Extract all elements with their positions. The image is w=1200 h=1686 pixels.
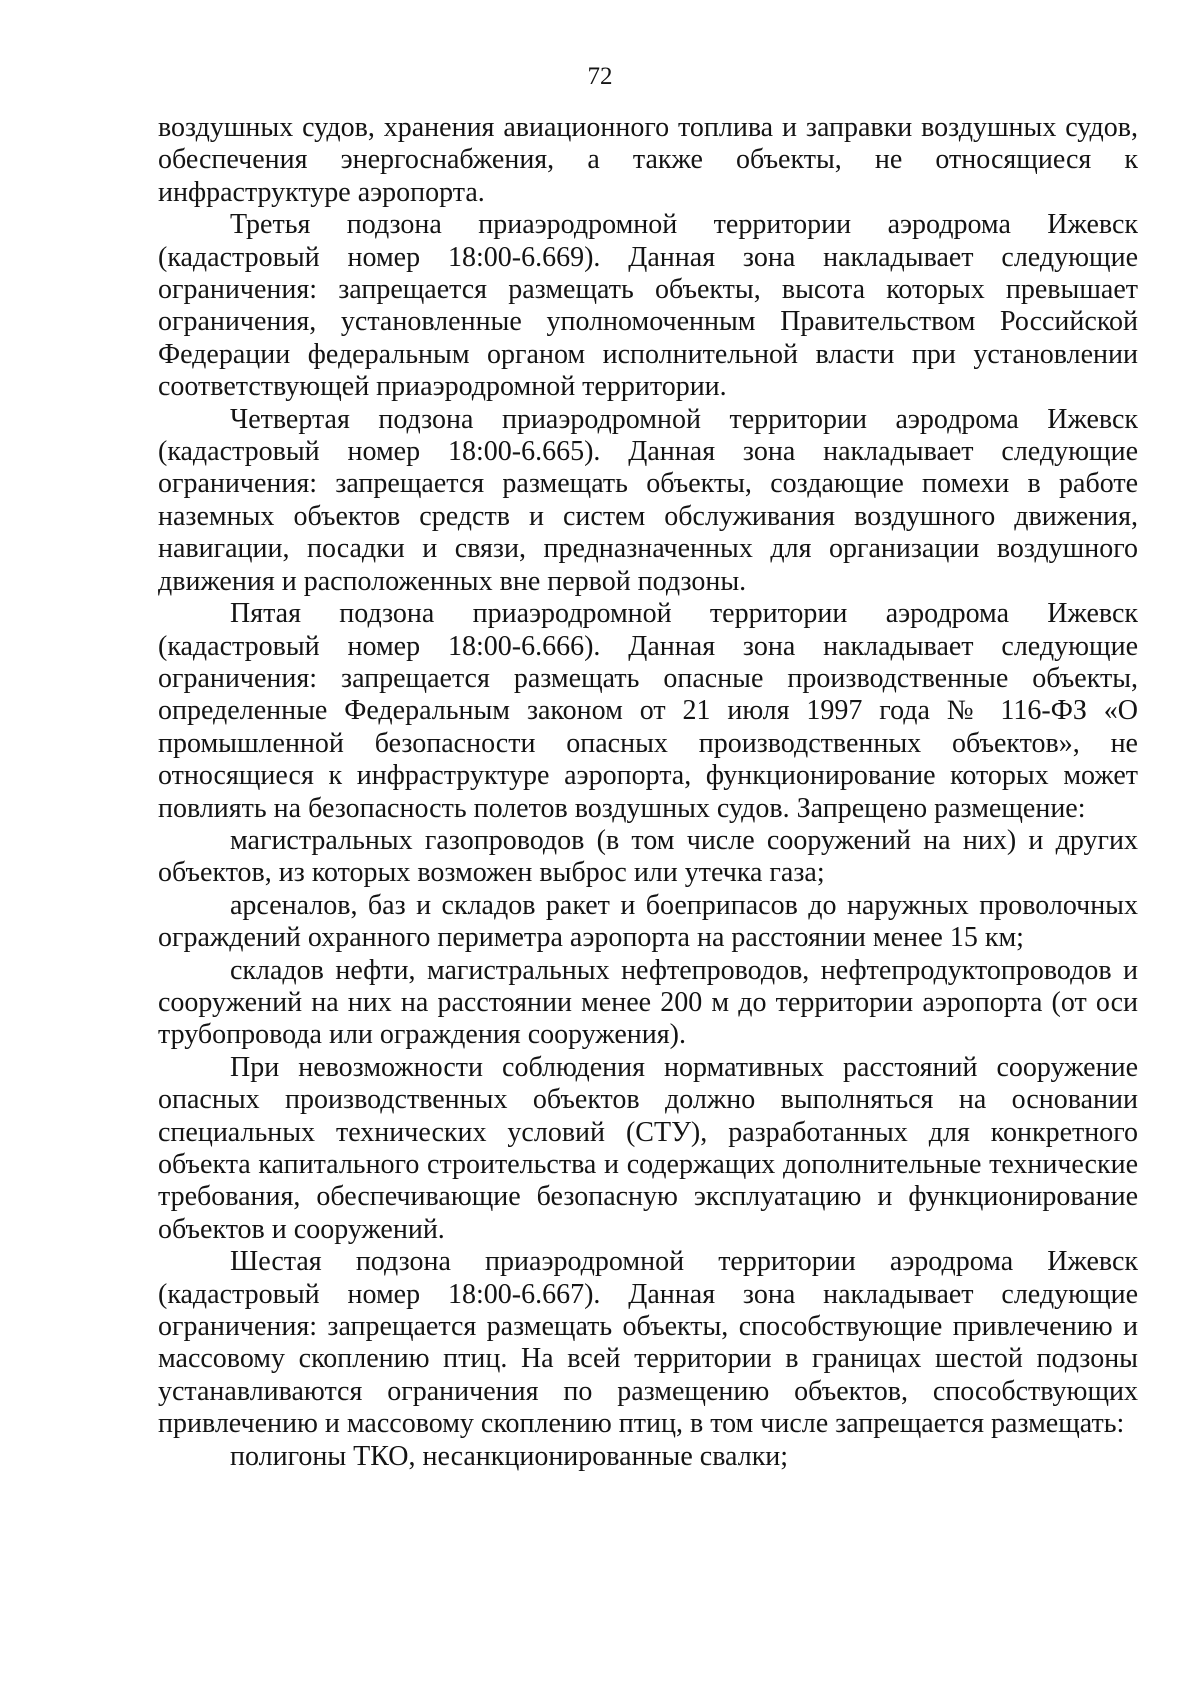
paragraph-special-conditions: При невозможности соблюдения нормативных расстояний сооружение опасных производственных объектов должно выполняться на основании специальных технических условий (СТУ), разработанных для конкретного объекта капитального строительства и содержащих дополнительные технические требования, обеспечивающие безопасную эксплуатацию и функционирование объектов и сооружений.: [158, 1051, 1138, 1245]
document-body: [158, 112, 1138, 1473]
list-item-oil-storage: складов нефти, магистральных нефтепроводов, нефтепродуктопроводов и сооружений на них на расстоянии менее 200 м до территории аэропорта (от оси трубопровода или ограждения сооружения).: [158, 954, 1138, 1051]
paragraph-third-subzone: Третья подзона приаэродромной территории аэродрома Ижевск (кадастровый номер 18:00-6.669). Данная зона накладывает следующие ограничения: запрещается размещать объекты, высота которых превышает ограничения, установленные уполномоченным Правительством Российской Федерации федеральным органом исполнительной власти при установлении соответствующей приаэродромной территории.: [158, 209, 1138, 403]
list-item-landfills: полигоны ТКО, несанкционированные свалки;: [230, 1440, 789, 1472]
page-number: 72: [587, 63, 613, 90]
list-item-gas-pipelines: магистральных газопроводов (в том числе сооружений на них) и других объектов, из которых возможен выброс или утечка газа;: [158, 824, 1138, 889]
paragraph-continuation: воздушных судов, хранения авиационного топлива и заправки воздушных судов, обеспечения энергоснабжения, а также объекты, не относящиеся к инфраструктуре аэропорта.: [158, 112, 1138, 208]
paragraph-fifth-subzone: Пятая подзона приаэродромной территории аэродрома Ижевск (кадастровый номер 18:00-6.666). Данная зона накладывает следующие ограничения: запрещается размещать опасные производственные объекты, определенные Федеральным законом от 21 июля 1997 года № 116-ФЗ «О промышленной безопасности опасных производственных объектов», не относящиеся к инфраструктуре аэропорта, функционирование которых может повлиять на безопасность полетов воздушных судов. Запрещено размещение:: [158, 598, 1138, 824]
paragraph-sixth-subzone: Шестая подзона приаэродромной территории аэродрома Ижевск (кадастровый номер 18:00-6.667). Данная зона накладывает следующие ограничения: запрещается размещать объекты, способствующие привлечению и массовому скоплению птиц. На всей территории в границах шестой подзоны устанавливаются ограничения по размещению объектов, способствующих привлечению и массовому скоплению птиц, в том числе запрещается размещать:: [158, 1246, 1138, 1440]
paragraph-fourth-subzone: Четвертая подзона приаэродромной территории аэродрома Ижевск (кадастровый номер 18:00-6.665). Данная зона накладывает следующие ограничения: запрещается размещать объекты, создающие помехи в работе наземных объектов средств и систем обслуживания воздушного движения, навигации, посадки и связи, предназначенных для организации воздушного движения и расположенных вне первой подзоны.: [158, 403, 1138, 597]
list-item-arsenals: арсеналов, баз и складов ракет и боеприпасов до наружных проволочных ограждений охранного периметра аэропорта на расстоянии менее 15 км;: [158, 889, 1138, 954]
